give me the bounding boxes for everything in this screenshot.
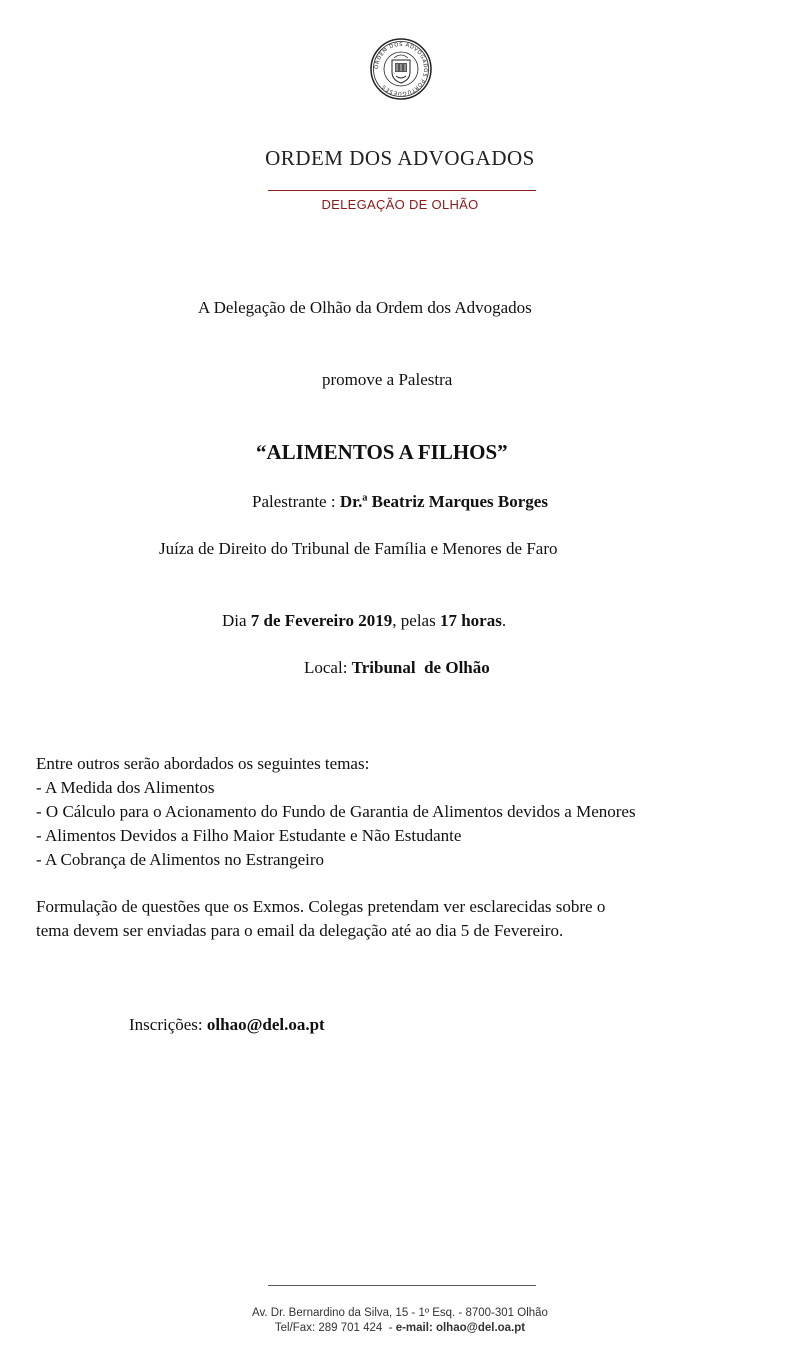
topics-list: [36, 752, 636, 872]
event-time: 17 horas: [439, 611, 502, 630]
time-prefix: , pelas: [392, 611, 440, 630]
list-item: - A Medida dos Alimentos: [36, 778, 215, 797]
delegation-name: DELEGAÇÃO DE OLHÃO: [321, 197, 479, 212]
speaker-name: Dr.ª Beatriz Marques Borges: [339, 492, 548, 511]
organization-name: ORDEM DOS ADVOGADOS: [265, 146, 535, 170]
location-label: Local:: [304, 658, 352, 677]
list-item: - Alimentos Devidos a Filho Maior Estudante e Não Estudante: [36, 826, 462, 845]
seal-text: ORDEM DOS ADVOGADOS PORTUGUESES: [373, 41, 429, 97]
registration-line: [129, 1015, 325, 1035]
footer-divider: [268, 1285, 536, 1286]
footer-address: Av. Dr. Bernardino da Silva, 15 - 1º Esq. - 8700-301 Olhão: [252, 1307, 548, 1319]
promotes-line: promove a Palestra: [322, 370, 453, 389]
footer-contact: [0, 1321, 800, 1336]
questions-line-1: Formulação de questões que os Exmos. Colegas pretendam ver esclarecidas sobre o: [36, 897, 606, 916]
footer-email[interactable]: e-mail: olhao@del.oa.pt: [395, 1322, 526, 1334]
topics-heading: Entre outros serão abordados os seguintes temas:: [36, 754, 370, 773]
location-line: [304, 658, 490, 678]
footer-phone: Tel/Fax: 289 701 424 -: [274, 1322, 396, 1334]
bar-association-seal: [370, 38, 432, 100]
questions-paragraph: [36, 895, 776, 943]
time-suffix: .: [501, 611, 507, 630]
intro-line: A Delegação de Olhão da Ordem dos Advogados: [198, 298, 532, 317]
speaker-role: Juíza de Direito do Tribunal de Família e Menores de Faro: [159, 539, 558, 558]
header-divider: [268, 190, 536, 191]
lecture-title: “ALIMENTOS A FILHOS”: [256, 440, 508, 464]
footer: [0, 1306, 800, 1336]
event-location: Tribunal de Olhão: [351, 658, 490, 677]
speaker-line: [252, 492, 548, 512]
list-item: - O Cálculo para o Acionamento do Fundo de Garantia de Alimentos devidos a Menores: [36, 802, 636, 821]
registration-label: Inscrições:: [129, 1015, 207, 1034]
list-item: - A Cobrança de Alimentos no Estrangeiro: [36, 850, 324, 869]
date-line: [222, 611, 506, 631]
questions-line-2: tema devem ser enviadas para o email da delegação até ao dia 5 de Fevereiro.: [36, 921, 564, 940]
event-date: 7 de Fevereiro 2019: [250, 611, 393, 630]
registration-email[interactable]: olhao@del.oa.pt: [206, 1015, 325, 1034]
date-prefix: Dia: [222, 611, 251, 630]
speaker-label: Palestrante :: [252, 492, 340, 511]
